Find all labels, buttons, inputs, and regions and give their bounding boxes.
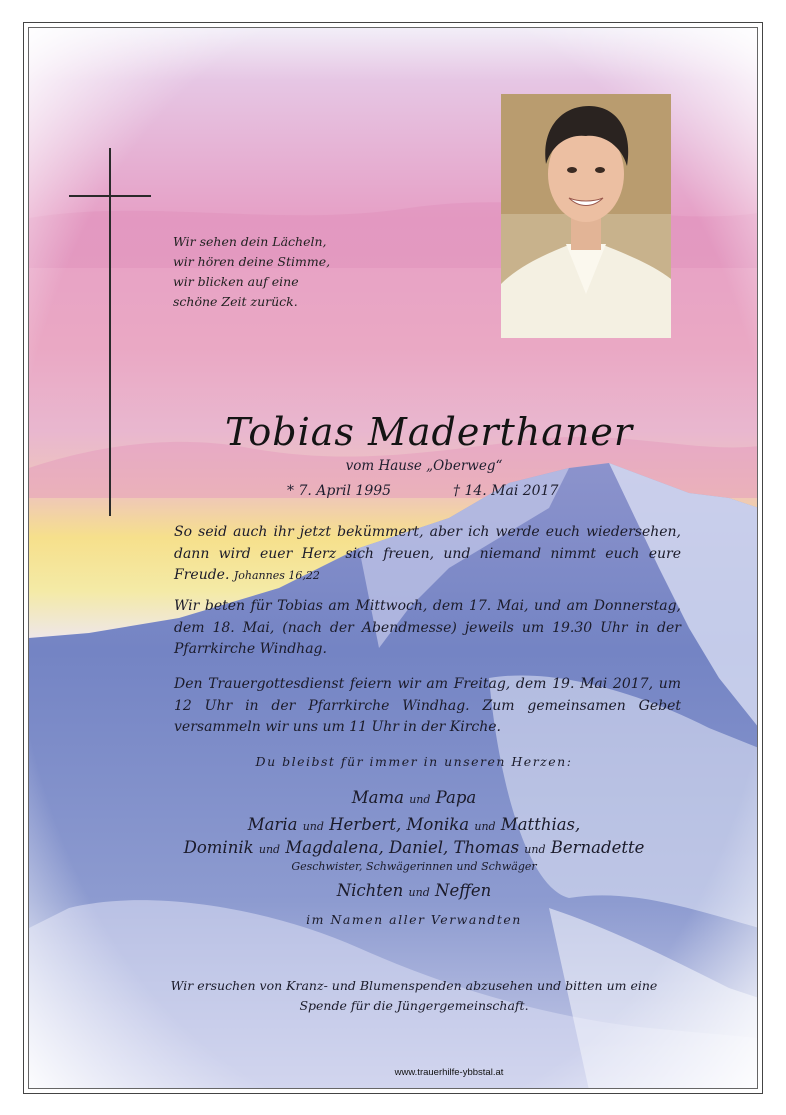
scripture-reference: Johannes 16,22 bbox=[233, 569, 320, 582]
death-date: † 14. Mai 2017 bbox=[453, 483, 559, 499]
conjunction: und bbox=[258, 843, 281, 856]
mourner-name: Matthias, bbox=[500, 815, 581, 834]
verse-line: wir blicken auf eine bbox=[173, 274, 299, 289]
conjunction: und bbox=[524, 843, 546, 856]
website-link[interactable]: www.trauerhilfe-ybbstal.at bbox=[394, 1067, 504, 1078]
memorial-verse bbox=[173, 232, 393, 312]
mourner-name: Herbert, Monika bbox=[329, 815, 470, 834]
mourner-name: Mama bbox=[351, 788, 404, 807]
house-name: vom Hause „Oberweg“ bbox=[345, 458, 503, 474]
mourner-name: Dominik bbox=[183, 838, 254, 857]
verse-line: schöne Zeit zurück. bbox=[173, 294, 298, 309]
mourners-siblings-line-2 bbox=[29, 838, 758, 857]
remain-in-hearts: Du bleibst für immer in unseren Herzen: bbox=[255, 754, 573, 769]
conjunction: und bbox=[474, 820, 496, 833]
prayer-paragraph: Wir beten für Tobias am Mittwoch, dem 17. Mai, und am Donnerstag, dem 18. Mai, (nach der Abendmesse) jeweils um 19.30 Uhr in der Pfarrkirche Windhag. bbox=[174, 598, 681, 657]
mourner-name: Papa bbox=[435, 788, 477, 807]
mourner-name: Nichten bbox=[336, 881, 404, 900]
mourner-name: Maria bbox=[247, 815, 298, 834]
mourners-siblings-line-1 bbox=[29, 815, 758, 834]
birth-date: * 7. April 1995 bbox=[287, 483, 392, 499]
mourner-name: Magdalena, Daniel, Thomas bbox=[285, 838, 520, 857]
mourners-parents bbox=[29, 788, 758, 807]
conjunction: und bbox=[408, 886, 430, 899]
conjunction: und bbox=[409, 793, 431, 806]
verse-line: wir hören deine Stimme, bbox=[173, 254, 331, 269]
mourner-name: Bernadette bbox=[550, 838, 645, 857]
mourners-nieces-nephews bbox=[29, 881, 758, 900]
funeral-service-paragraph: Den Trauergottesdienst feiern wir am Freitag, dem 19. Mai 2017, um 12 Uhr in der Pfarrkirche Windhag. Zum gemeinsamen Gebet versammeln wir uns um 11 Uhr in der Kirche. bbox=[174, 676, 681, 735]
mourner-name: Neffen bbox=[435, 881, 492, 900]
donation-request-line-1: Wir ersuchen von Kranz- und Blumenspenden abzusehen und bitten um eine bbox=[170, 978, 658, 993]
donation-request-line-2: Spende für die Jüngergemeinschaft. bbox=[299, 998, 529, 1013]
verse-line: Wir sehen dein Lächeln, bbox=[173, 234, 327, 249]
page-border-inner bbox=[28, 27, 758, 1089]
on-behalf-of-relatives: im Namen aller Verwandten bbox=[306, 912, 522, 927]
scripture-text: So seid auch ihr jetzt bekümmert, aber ich werde euch wiedersehen, dann wird euer Herz sich freuen, und niemand nimmt euch eure Freude. bbox=[174, 524, 681, 583]
scripture-paragraph bbox=[174, 522, 681, 587]
deceased-name: Tobias Maderthaner bbox=[224, 410, 634, 454]
conjunction: und bbox=[302, 820, 324, 833]
cross-horizontal-bar bbox=[69, 195, 151, 197]
portrait-photo bbox=[501, 94, 671, 338]
siblings-caption: Geschwister, Schwägerinnen und Schwäger bbox=[291, 860, 537, 873]
